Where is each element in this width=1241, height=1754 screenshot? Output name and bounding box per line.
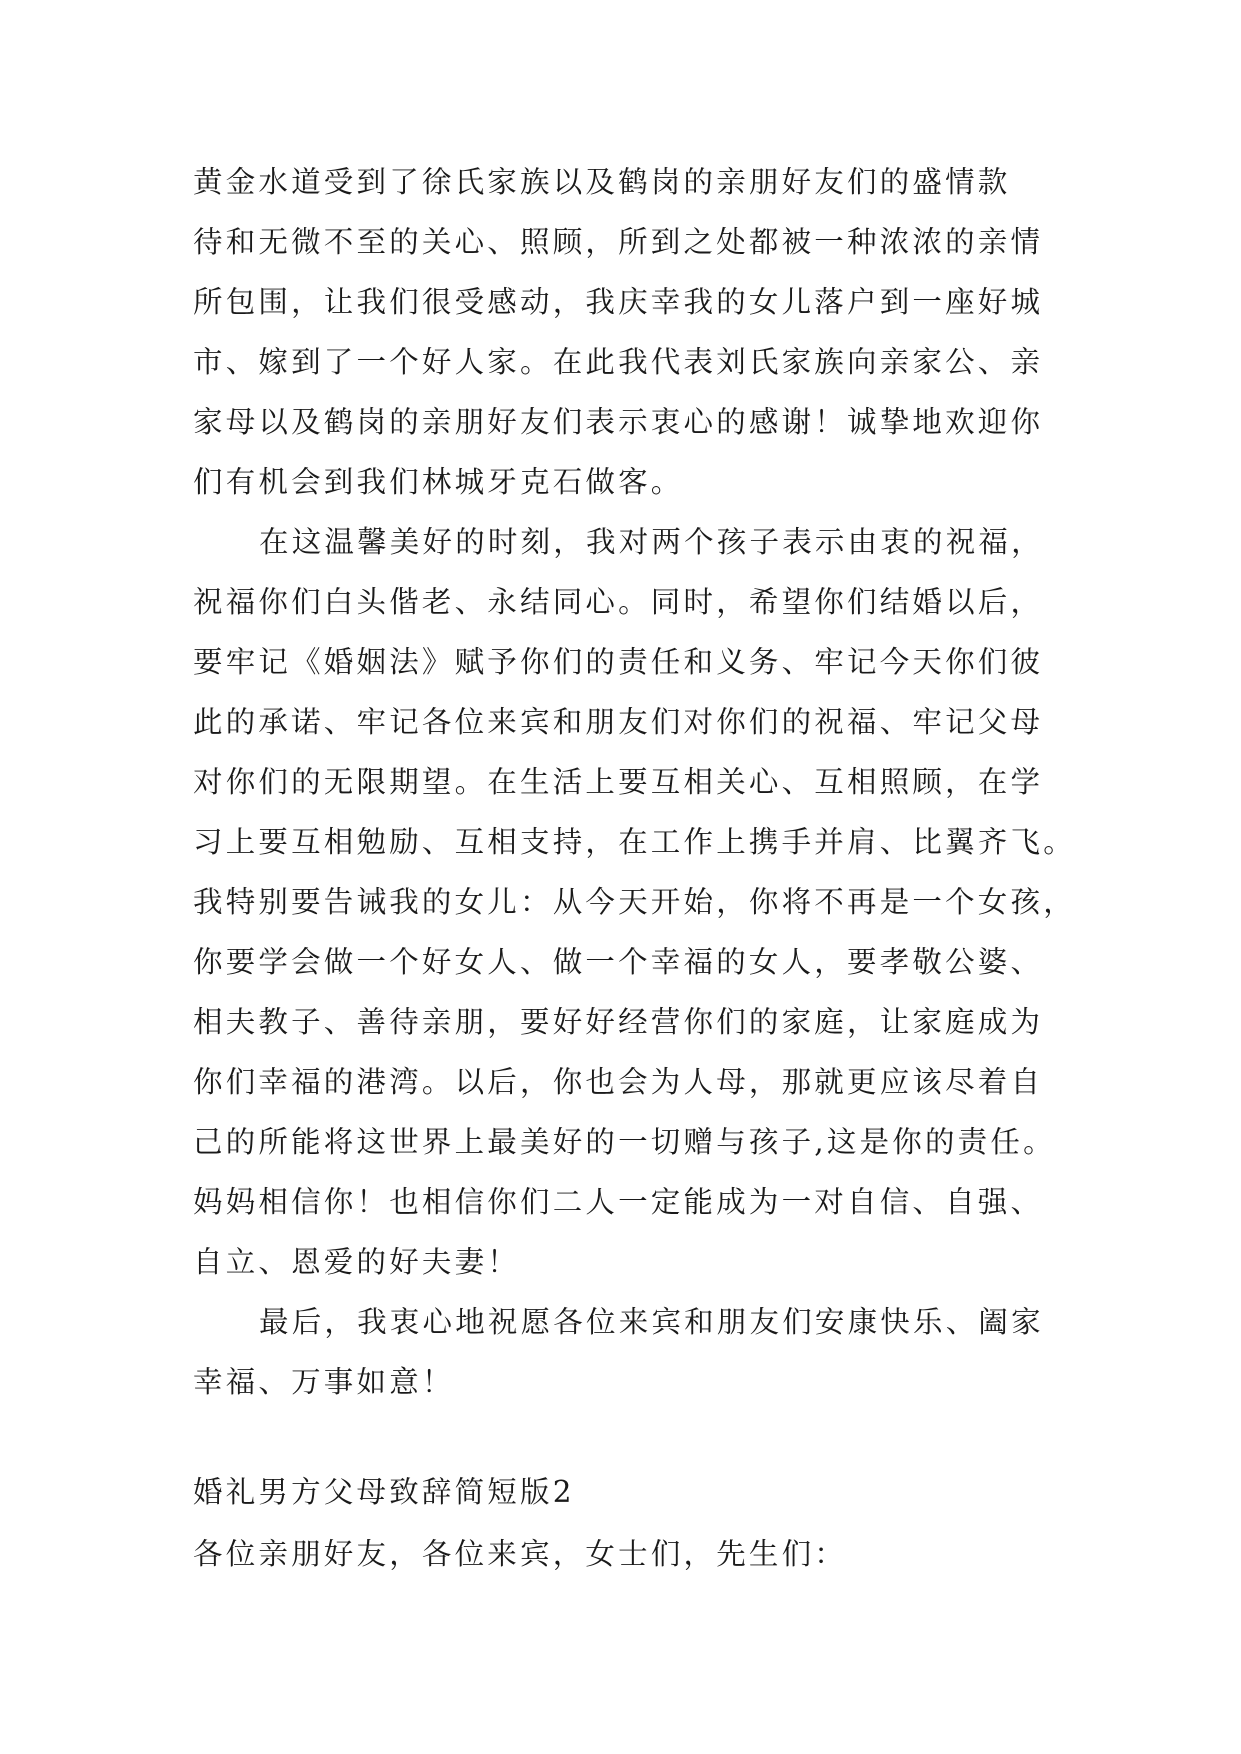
section-heading: 婚礼男方父母致辞简短版2 xyxy=(193,1475,575,1509)
paragraph-line: 家母以及鹤岗的亲朋好友们表示衷心的感谢！诚挚地欢迎你 xyxy=(193,405,1044,439)
paragraph-line: 己的所能将这世界上最美好的一切赠与孩子,这是你的责任。 xyxy=(193,1125,1056,1159)
paragraph-line: 你要学会做一个好女人、做一个幸福的女人，要孝敬公婆、 xyxy=(193,945,1044,979)
paragraph-line: 祝福你们白头偕老、永结同心。同时，希望你们结婚以后， xyxy=(193,585,1044,619)
paragraph-line: 所包围，让我们很受感动，我庆幸我的女儿落户到一座好城 xyxy=(193,285,1044,319)
paragraph-line: 们有机会到我们林城牙克石做客。 xyxy=(193,465,684,499)
paragraph-line: 黄金水道受到了徐氏家族以及鹤岗的亲朋好友们的盛情款 xyxy=(193,165,1011,199)
paragraph-line: 在这温馨美好的时刻，我对两个孩子表示由衷的祝福， xyxy=(259,525,1044,559)
paragraph-line: 习上要互相勉励、互相支持，在工作上携手并肩、比翼齐飞。 xyxy=(193,825,1076,859)
paragraph-line: 相夫教子、善待亲朋，要好好经营你们的家庭，让家庭成为 xyxy=(193,1005,1044,1039)
paragraph-line: 最后，我衷心地祝愿各位来宾和朋友们安康快乐、阖家 xyxy=(259,1305,1044,1339)
salutation-line: 各位亲朋好友，各位来宾，女士们，先生们： xyxy=(193,1537,848,1571)
paragraph-line: 自立、恩爱的好夫妻！ xyxy=(193,1245,521,1279)
paragraph-line: 你们幸福的港湾。以后，你也会为人母，那就更应该尽着自 xyxy=(193,1065,1044,1099)
paragraph-line: 幸福、万事如意！ xyxy=(193,1365,455,1399)
paragraph-line: 对你们的无限期望。在生活上要互相关心、互相照顾，在学 xyxy=(193,765,1044,799)
paragraph-line: 妈妈相信你！也相信你们二人一定能成为一对自信、自强、 xyxy=(193,1185,1044,1219)
paragraph-line: 要牢记《婚姻法》赋予你们的责任和义务、牢记今天你们彼 xyxy=(193,645,1044,679)
paragraph-line: 此的承诺、牢记各位来宾和朋友们对你们的祝福、牢记父母 xyxy=(193,705,1044,739)
paragraph-line: 我特别要告诫我的女儿：从今天开始，你将不再是一个女孩， xyxy=(193,885,1076,919)
paragraph-line: 市、嫁到了一个好人家。在此我代表刘氏家族向亲家公、亲 xyxy=(193,345,1044,379)
paragraph-line: 待和无微不至的关心、照顾，所到之处都被一种浓浓的亲情 xyxy=(193,225,1044,259)
